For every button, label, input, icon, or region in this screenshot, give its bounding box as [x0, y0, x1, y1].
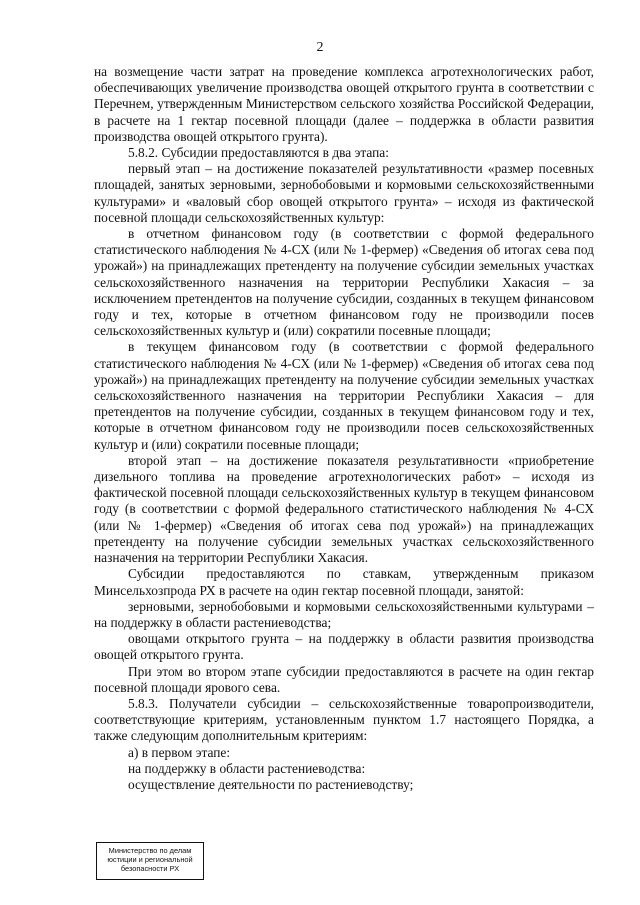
paragraph: При этом во втором этапе субсидии предоставляются в расчете на один гектар посевной площади ярового сева.	[94, 663, 594, 695]
stamp-line: Министерство по делам	[108, 846, 192, 855]
paragraph: в текущем финансовом году (в соответствии с формой федерального статистического наблюдения № 4-СХ (или № 1-фермер) «Сведения об итогах сева под урожай») на принадлежащих претенденту на получение субсидии земельных участках сельскохозяйственного назначения на территории Республики Хакасия – для претендентов на получение субсидии, созданных в текущем финансовом году и тех, которые в отчетном финансовом году не производили посев сельскохозяйственных культур и (или) сократили посевные площади;	[94, 339, 594, 452]
paragraph: на возмещение части затрат на проведение комплекса агротехнологических работ, обеспечивающих увеличение производства овощей открытого грунта в соответствии с Перечнем, утвержденным Министерством сельского хозяйства Российской Федерации, в расчете на 1 гектар посевной площади (далее – поддержка в области развития производства овощей открытого грунта).	[94, 64, 594, 144]
paragraph: а) в первом этапе:	[128, 744, 231, 760]
document-body	[94, 64, 594, 793]
paragraph: осуществление деятельности по растениеводству;	[128, 776, 414, 792]
registration-stamp	[96, 842, 204, 880]
paragraph: в отчетном финансовом году (в соответствии с формой федерального статистического наблюдения № 4-СХ (или № 1-фермер) «Сведения об итогах сева под урожай») на принадлежащих претенденту на получение субсидии земельных участках сельскохозяйственного назначения на территории Республики Хакасия – за исключением претендентов на получение субсидии, созданных в текущем финансовом году и тех, которые в отчетном финансовом году не производили посев сельскохозяйственных культур и (или) сократили посевные площади;	[94, 226, 594, 339]
paragraph: 5.8.3. Получатели субсидии – сельскохозяйственные товаропроизводители, соответствующие критериям, установленным пунктом 1.7 настоящего Порядка, а также следующим дополнительным критериям:	[94, 695, 594, 744]
stamp-line: безопасности РХ	[120, 864, 180, 873]
paragraph: 5.8.2. Субсидии предоставляются в два этапа:	[128, 145, 389, 161]
paragraph: Субсидии предоставляются по ставкам, утвержденным приказом Минсельхозпрода РХ в расчете на один гектар посевной площади, занятой:	[94, 566, 594, 598]
paragraph: на поддержку в области растениеводства:	[128, 760, 366, 776]
paragraph: второй этап – на достижение показателя результативности «приобретение дизельного топлива на проведение агротехнологических работ» – исходя из фактической посевной площади сельскохозяйственных культур в текущем финансовом году (в соответствии с формой федерального статистического наблюдения № 4-СХ (или № 1-фермер) «Сведения об итогах сева под урожай») на принадлежащих претенденту на получение субсидии земельных участках сельскохозяйственного назначения на территории Республики Хакасия.	[94, 452, 594, 566]
paragraph: овощами открытого грунта – на поддержку в области развития производства овощей открытого грунта.	[94, 631, 594, 663]
paragraph: первый этап – на достижение показателей результативности «размер посевных площадей, занятых зерновыми, зернобобовыми и кормовыми сельскохозяйственными культурами» и «валовый сбор овощей открытого грунта» – исходя из фактической посевной площади сельскохозяйственных культур:	[94, 161, 594, 225]
page-number: 2	[316, 40, 324, 55]
stamp-line: юстиции и региональной	[107, 855, 193, 864]
paragraph: зерновыми, зернобобовыми и кормовыми сельскохозяйственными культурами – на поддержку в области растениеводства;	[94, 598, 594, 630]
